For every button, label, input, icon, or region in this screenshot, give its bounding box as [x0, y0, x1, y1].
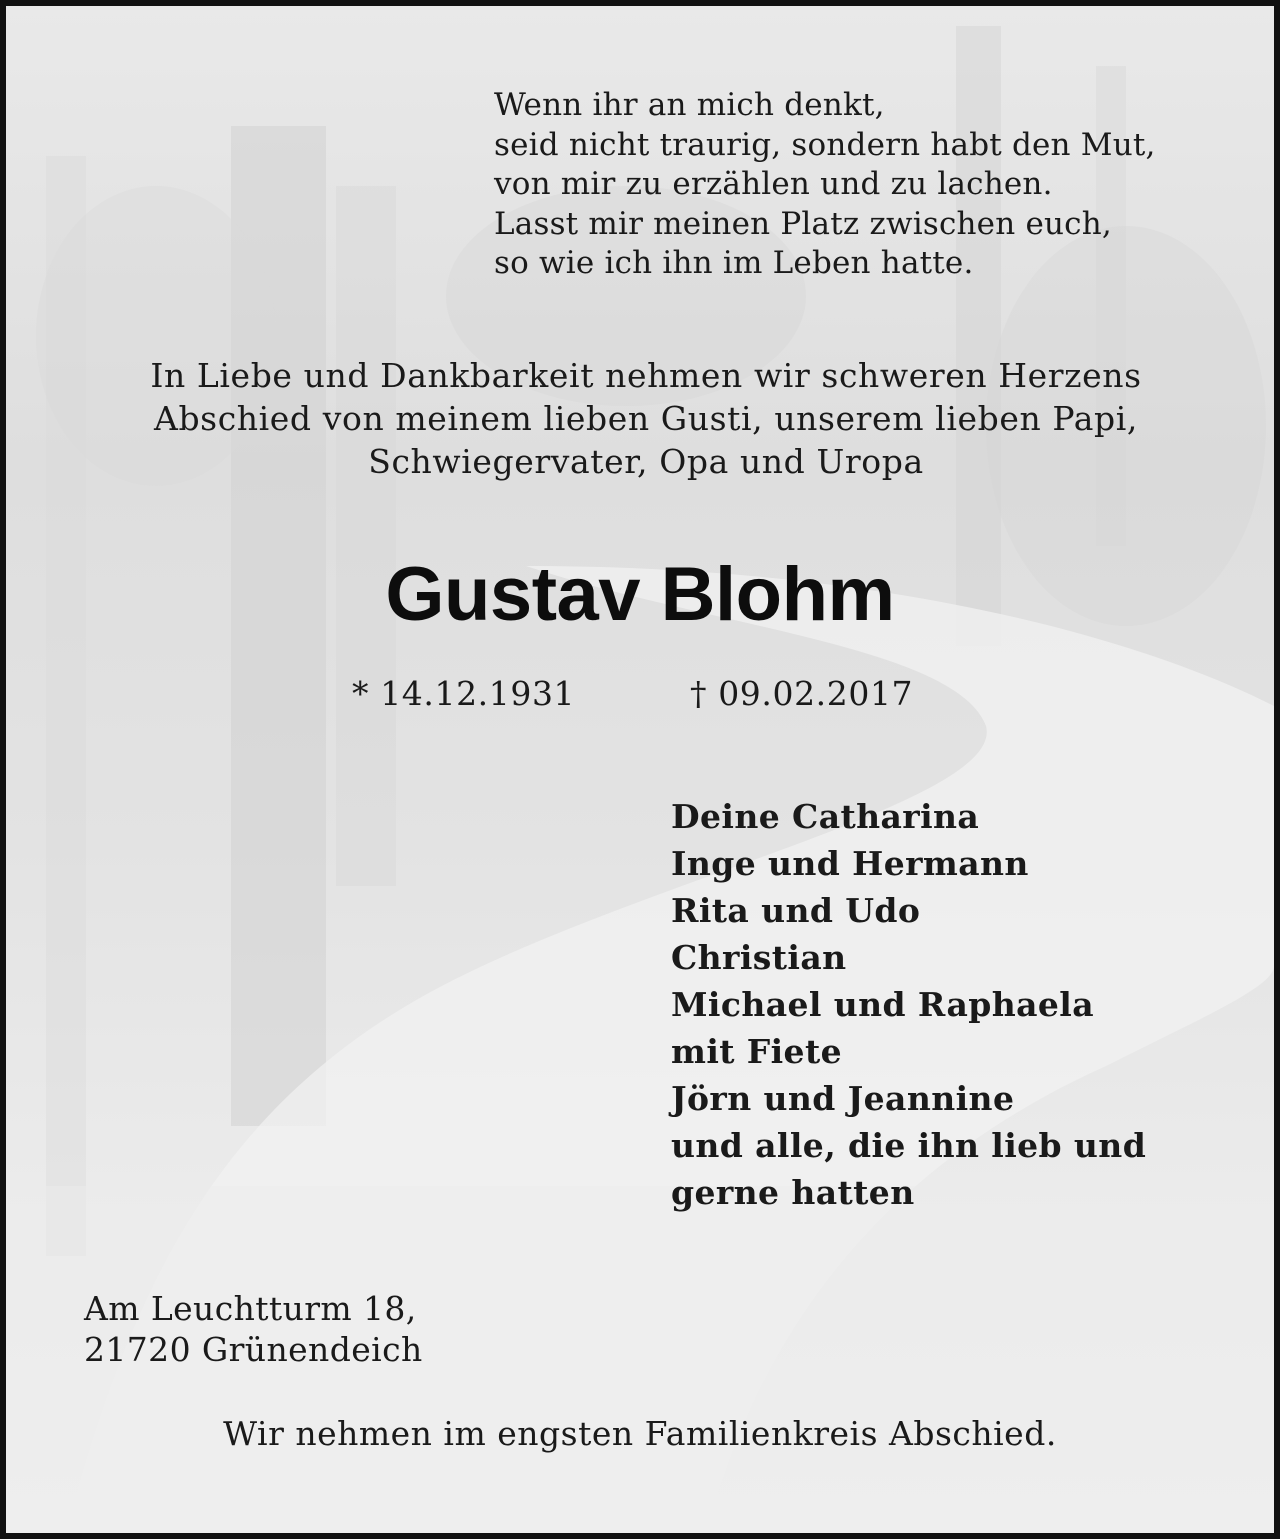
- family-line: mit Fiete: [671, 1032, 842, 1071]
- intro-line: In Liebe und Dankbarkeit nehmen wir schweren Herzens: [150, 356, 1142, 395]
- birth-date: * 14.12.1931: [352, 674, 576, 713]
- family-line: Christian: [671, 938, 847, 977]
- deceased-name: Gustav Blohm: [385, 552, 895, 637]
- family-line: Inge und Hermann: [671, 844, 1029, 883]
- intro-line: Schwiegervater, Opa und Uropa: [368, 442, 924, 481]
- poem-line: so wie ich ihn im Leben hatte.: [494, 245, 974, 281]
- poem-line: von mir zu erzählen und zu lachen.: [494, 166, 1053, 202]
- intro-text: [86, 354, 1206, 483]
- family-line: Jörn und Jeannine: [671, 1079, 1015, 1118]
- poem: [494, 86, 1254, 284]
- family-line: Rita und Udo: [671, 891, 921, 930]
- address-street: Am Leuchtturm 18,: [84, 1289, 417, 1328]
- death-date: † 09.02.2017: [690, 674, 914, 713]
- intro-line: Abschied von meinem lieben Gusti, unserem lieben Papi,: [154, 399, 1138, 438]
- family-line: und alle, die ihn lieb und: [671, 1126, 1147, 1165]
- family-line: gerne hatten: [671, 1173, 915, 1212]
- address: [84, 1288, 423, 1370]
- address-city: 21720 Grünendeich: [84, 1330, 423, 1369]
- family-signatures: [671, 793, 1231, 1216]
- poem-line: Lasst mir meinen Platz zwischen euch,: [494, 205, 1112, 242]
- poem-line: Wenn ihr an mich denkt,: [494, 87, 885, 123]
- family-line: Michael und Raphaela: [671, 985, 1095, 1024]
- closing-note: Wir nehmen im engsten Familienkreis Abschied.: [223, 1414, 1057, 1453]
- family-line: Deine Catharina: [671, 797, 980, 836]
- poem-line: seid nicht traurig, sondern habt den Mut,: [494, 126, 1156, 163]
